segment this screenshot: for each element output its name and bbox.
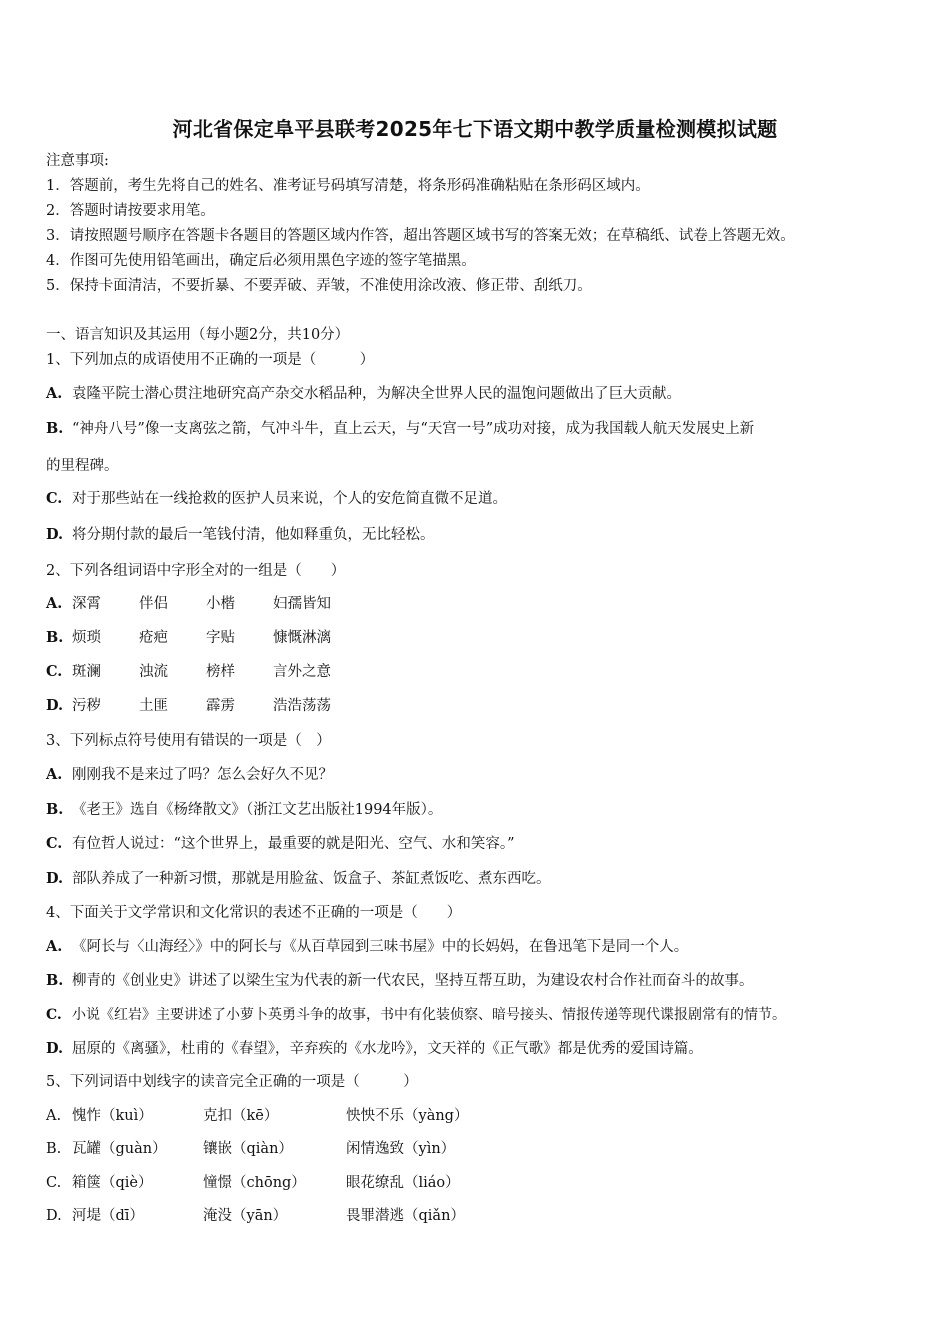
page-title: 河北省保定阜平县联考2025年七下语文期中教学质量检测模拟试题: [172, 117, 778, 141]
option-label: A.: [46, 1108, 62, 1124]
option-text: 对于那些站在一线抢救的医护人员来说，个人的安危简直微不足道。: [72, 491, 507, 507]
question-2-stem: 2、下列各组词语中字形全对的一组是（ ）: [46, 563, 346, 579]
question-4-option-d: [46, 1039, 703, 1059]
notice-item: 3．请按照题号顺序在答题卡各题目的答题区域内作答，超出答题区域书写的答案无效；在草稿纸、试卷上答题无效。: [46, 228, 795, 244]
option-label: A.: [46, 938, 63, 955]
question-1-option-a: [46, 384, 681, 404]
option-label: C.: [46, 1175, 62, 1191]
word: 慷慨淋漓: [273, 630, 331, 646]
pinyin-word: 憧憬（chōng）: [203, 1175, 306, 1191]
option-label: A.: [46, 595, 63, 612]
pinyin-word: 眼花缭乱（liáo）: [346, 1175, 460, 1191]
word: 妇孺皆知: [273, 596, 331, 612]
option-text: 屈原的《离骚》，杜甫的《春望》，辛弃疾的《水龙吟》，文天祥的《正气歌》都是优秀的爱国诗篇。: [72, 1041, 703, 1057]
option-label: C.: [46, 835, 63, 852]
word: 斑澜: [72, 664, 101, 680]
option-label: D.: [46, 1208, 62, 1224]
option-label: C.: [46, 490, 63, 507]
option-label: A.: [46, 766, 63, 783]
option-text: 《阿长与〈山海经〉》中的阿长与《从百草园到三味书屋》中的长妈妈，在鲁迅笔下是同一个人。: [72, 939, 689, 955]
option-text: 袁隆平院士潜心贯注地研究高产杂交水稻品种，为解决全世界人民的温饱问题做出了巨大贡献。: [72, 386, 681, 402]
option-label: C.: [46, 1007, 62, 1023]
option-label: B.: [46, 1141, 62, 1157]
question-1-stem: 1、下列加点的成语使用不正确的一项是（ ）: [46, 352, 375, 368]
pinyin-word: 怏怏不乐（yàng）: [346, 1108, 469, 1124]
question-4-option-c: [46, 1005, 786, 1025]
pinyin-word: 瓦罐（guàn）: [72, 1141, 167, 1157]
word: 土匪: [139, 698, 168, 714]
option-label: D.: [46, 697, 64, 714]
option-label: B.: [46, 420, 64, 437]
question-4-option-b: [46, 971, 754, 991]
question-4-option-a: [46, 937, 688, 957]
question-5-option-a: [46, 1106, 468, 1126]
question-3-option-c: [46, 834, 515, 854]
option-label: B.: [46, 972, 64, 989]
pinyin-word: 愧怍（kuì）: [72, 1108, 153, 1124]
question-5-option-d: [46, 1206, 465, 1226]
option-label: B.: [46, 629, 64, 646]
question-3-option-d: [46, 869, 551, 889]
option-text: 小说《红岩》主要讲述了小萝卜英勇斗争的故事，书中有化装侦察、暗号接头、情报传递等现代谍报剧常有的情节。: [72, 1007, 786, 1023]
question-1-option-b: [46, 419, 754, 439]
question-2-option-a: [46, 594, 331, 614]
question-2-option-b: [46, 628, 331, 648]
word: 霹雳: [206, 698, 235, 714]
word: 言外之意: [273, 664, 331, 680]
word: 伴侣: [139, 596, 168, 612]
word: 小楷: [206, 596, 235, 612]
pinyin-word: 淹没（yān）: [203, 1208, 288, 1224]
notice-item: 2．答题时请按要求用笔。: [46, 203, 215, 219]
question-5-option-b: [46, 1139, 455, 1159]
question-5-stem: 5、下列词语中划线字的读音完全正确的一项是（ ）: [46, 1074, 418, 1090]
word: 污秽: [72, 698, 101, 714]
pinyin-word: 畏罪潜逃（qiǎn）: [346, 1208, 465, 1224]
question-1-option-c: [46, 489, 507, 509]
question-1-option-b-continued: 的里程碑。: [46, 458, 119, 474]
pinyin-word: 闲情逸致（yìn）: [346, 1141, 456, 1157]
word: 浩浩荡荡: [273, 698, 331, 714]
option-label: A.: [46, 385, 63, 402]
question-3-stem: 3、下列标点符号使用有错误的一项是（ ）: [46, 733, 331, 749]
question-1-option-d: [46, 525, 435, 545]
question-3-option-a: [46, 765, 333, 785]
notice-item: 4．作图可先使用铅笔画出，确定后必须用黑色字迹的签字笔描黑。: [46, 253, 476, 269]
option-label: C.: [46, 663, 63, 680]
question-5-option-c: [46, 1173, 460, 1193]
word: 榜样: [206, 664, 235, 680]
notice-item: 5．保持卡面清洁，不要折暴、不要弄破、弄皱，不准使用涂改液、修正带、刮纸刀。: [46, 278, 592, 294]
pinyin-word: 箱箧（qiè）: [72, 1175, 153, 1191]
option-text: 刚刚我不是来过了吗？怎么会好久不见？: [72, 767, 333, 783]
option-label: D.: [46, 1040, 64, 1057]
question-2-option-d: [46, 696, 331, 716]
question-4-stem: 4、下面关于文学常识和文化常识的表述不正确的一项是（ ）: [46, 905, 462, 921]
question-3-option-b: [46, 800, 442, 820]
option-text: 柳青的《创业史》讲述了以梁生宝为代表的新一代农民，坚持互帮互助，为建设农村合作社而奋斗的故事。: [72, 973, 754, 989]
option-text: 《老王》选自《杨绛散文》（浙江文艺出版社1994年版）。: [72, 802, 443, 818]
pinyin-word: 克扣（kē）: [203, 1108, 279, 1124]
notice-heading: 注意事项:: [46, 153, 109, 169]
option-text: 将分期付款的最后一笔钱付清，他如释重负，无比轻松。: [72, 527, 435, 543]
pinyin-word: 河堤（dī）: [72, 1208, 144, 1224]
option-text: 部队养成了一种新习惯，那就是用脸盆、饭盒子、茶缸煮饭吃、煮东西吃。: [72, 871, 551, 887]
option-label: D.: [46, 526, 64, 543]
word: 深霄: [72, 596, 101, 612]
section-heading: 一、语言知识及其运用（每小题2分，共10分）: [46, 327, 350, 343]
word: 烦琐: [72, 630, 101, 646]
option-label: D.: [46, 870, 64, 887]
question-2-option-c: [46, 662, 331, 682]
word: 浊流: [139, 664, 168, 680]
word: 字贴: [206, 630, 235, 646]
pinyin-word: 镶嵌（qiàn）: [203, 1141, 293, 1157]
option-label: B.: [46, 801, 64, 818]
notice-item: 1．答题前，考生先将自己的姓名、准考证号码填写清楚，将条形码准确粘贴在条形码区域内。: [46, 178, 650, 194]
word: 疮疤: [139, 630, 168, 646]
option-text: “神舟八号”像一支离弦之箭，气冲斗牛，直上云天，与“天宫一号”成功对接，成为我国载人航天发展史上新: [72, 421, 755, 437]
option-text: 有位哲人说过：“这个世界上，最重要的就是阳光、空气、水和笑容。”: [72, 836, 515, 852]
